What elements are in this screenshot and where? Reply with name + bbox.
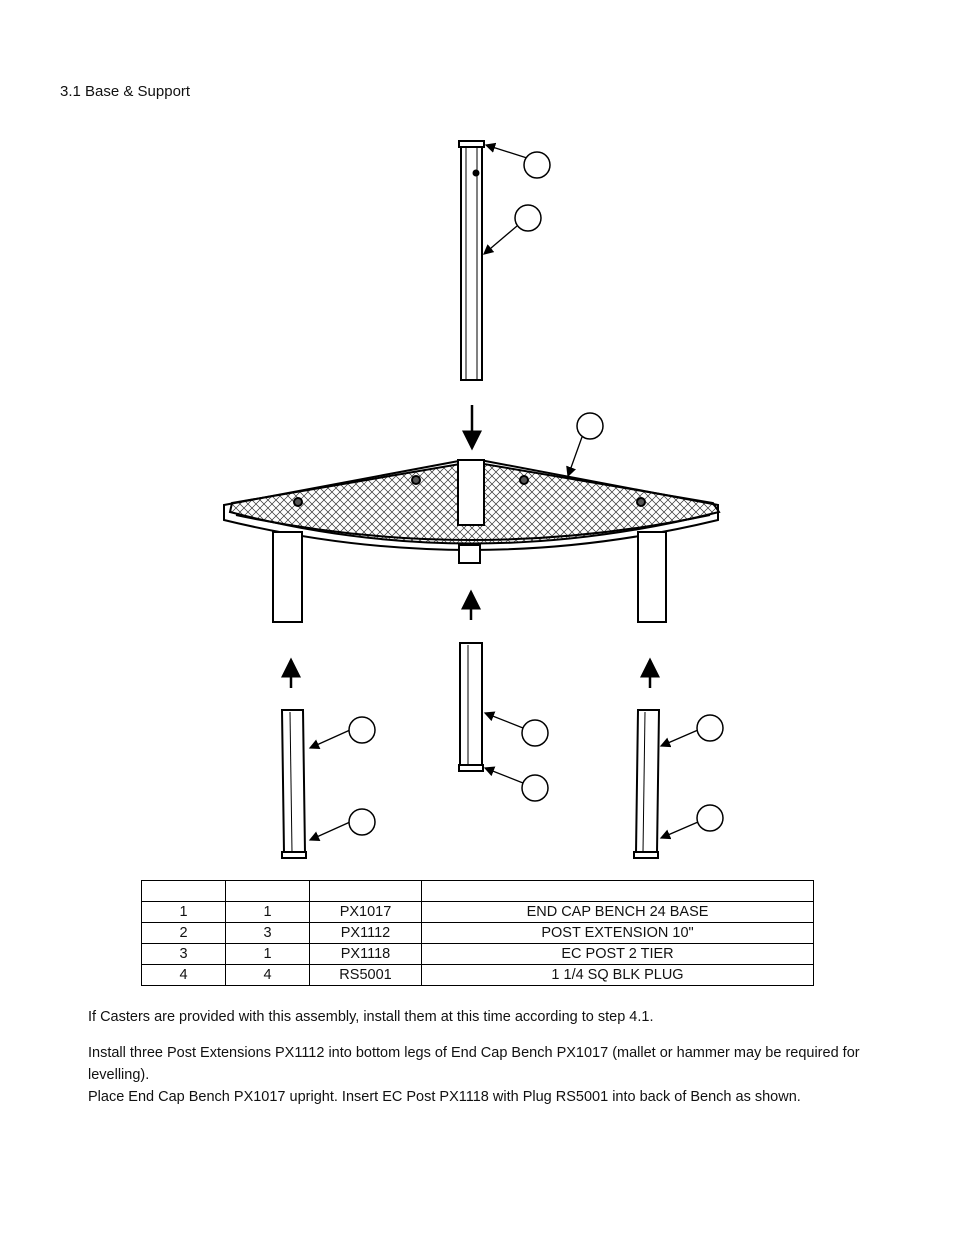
item-number: 4 [142,965,226,986]
header-cell [422,881,814,902]
callout-leader [310,822,350,840]
description: EC POST 2 TIER [422,944,814,965]
quantity: 4 [226,965,310,986]
section-title: 3.1 Base & Support [60,83,191,100]
item-number: 2 [142,923,226,944]
callout-leader [310,730,350,748]
callout-leader [485,768,523,783]
description: END CAP BENCH 24 BASE [422,902,814,923]
ec-post-part [459,141,484,380]
description: POST EXTENSION 10" [422,923,814,944]
quantity: 3 [226,923,310,944]
item-number: 3 [142,944,226,965]
callout-bubble [515,205,541,231]
table-row [142,902,814,923]
callout-leader [568,437,582,476]
callout-bubble [522,720,548,746]
callout-bubble [522,775,548,801]
part-number: RS5001 [310,965,422,986]
callout-leader [661,730,698,746]
header-cell [226,881,310,902]
callout-bubble [577,413,603,439]
callout-leader [486,145,527,158]
part-number: PX1118 [310,944,422,965]
callout-bubble [349,809,375,835]
post-extension-right [634,710,659,858]
callout-leader [485,713,523,728]
quantity: 1 [226,902,310,923]
callout-bubble [349,717,375,743]
callout-bubble [697,715,723,741]
table-row [142,923,814,944]
callout-leader [484,226,517,254]
post-extension-middle [459,643,483,771]
callout-bubble [524,152,550,178]
part-number: PX1112 [310,923,422,944]
callout-leader [661,822,698,838]
header-cell [310,881,422,902]
instruction-post: Place End Cap Bench PX1017 upright. Insert EC Post PX1118 with Plug RS5001 into back of Bench as shown. [88,1089,801,1105]
callout-bubble [697,805,723,831]
header-cell [142,881,226,902]
instruction-casters: If Casters are provided with this assembly, install them at this time according to step 4.1. [88,1009,654,1025]
post-extension-left [282,710,306,858]
parts-table [141,880,814,986]
table-row [142,944,814,965]
table-row [142,965,814,986]
item-number: 1 [142,902,226,923]
instruction-extensions: Install three Post Extensions PX1112 into bottom legs of End Cap Bench PX1017 (mallet or hammer may be required for levelling). [88,1045,860,1083]
instructions [88,1006,888,1108]
table-header-row [142,881,814,902]
quantity: 1 [226,944,310,965]
description: 1 1/4 SQ BLK PLUG [422,965,814,986]
part-number: PX1017 [310,902,422,923]
